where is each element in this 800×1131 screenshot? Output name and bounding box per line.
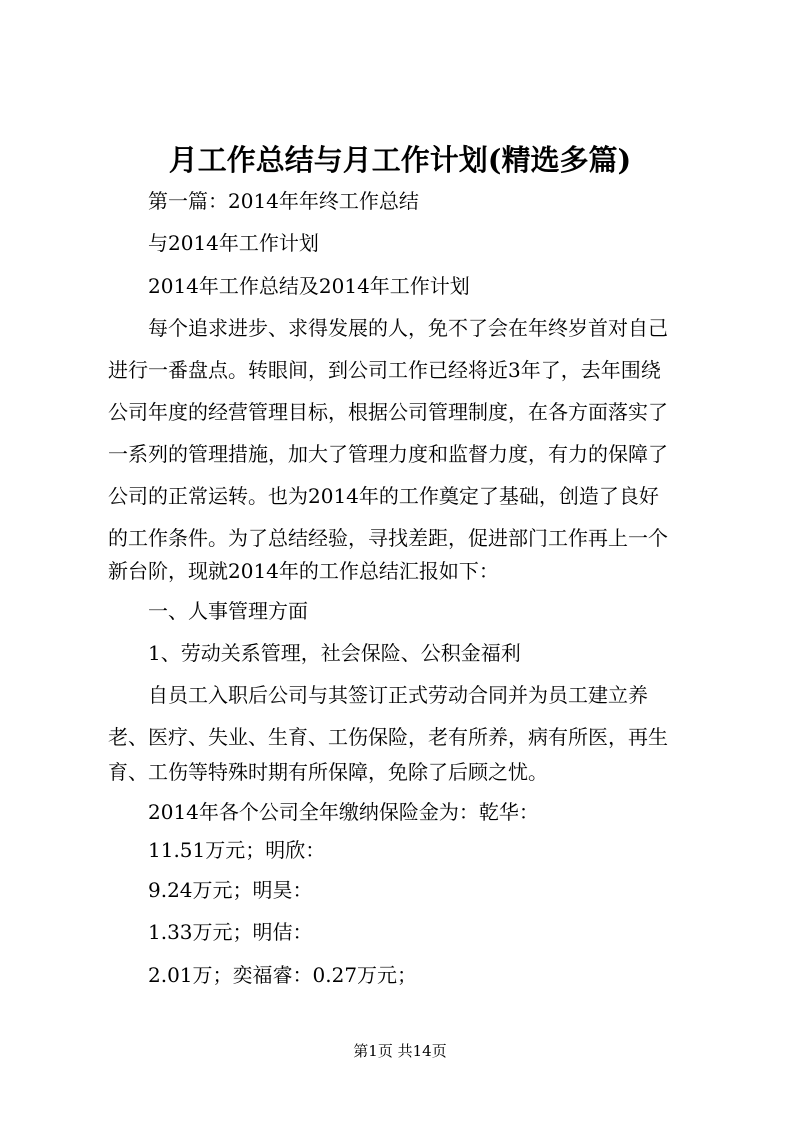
paragraph-line: 自员工入职后公司与其签订正式劳动合同并为员工建立养 (148, 683, 648, 707)
paragraph-line: 2.01万；奕福睿：0.27万元； (148, 963, 418, 987)
document-title: 月工作总结与月工作计划(精选多篇) (168, 143, 632, 177)
paragraph-line: 一系列的管理措施，加大了管理力度和监督力度，有力的保障了 (108, 442, 668, 466)
paragraph-line: 11.51万元；明欣： (148, 838, 326, 862)
paragraph-line: 进行一番盘点。转眼间，到公司工作已经将近3年了，去年围绕 (108, 358, 661, 382)
paragraph-line: 老、医疗、失业、生育、工伤保险，老有所养，病有所医，再生 (108, 725, 668, 749)
subsection-heading: 1、劳动关系管理，社会保险、公积金福利 (148, 641, 521, 665)
paragraph-line: 9.24万元；明昊： (148, 878, 313, 902)
paragraph-line: 2014年各个公司全年缴纳保险金为：乾华： (148, 800, 539, 824)
paragraph-line: 公司的正常运转。也为2014年的工作奠定了基础，创造了良好 (108, 484, 659, 508)
section-subheading: 与2014年工作计划 (148, 231, 319, 255)
paragraph-line: 育、工伤等特殊时期有所保障，免除了后顾之忧。 (108, 760, 548, 784)
section-heading: 第一篇：2014年年终工作总结 (148, 189, 419, 213)
paragraph-line: 的工作条件。为了总结经验，寻找差距，促进部门工作再上一个 (108, 526, 668, 550)
paragraph-line: 公司年度的经营管理目标，根据公司管理制度，在各方面落实了 (108, 400, 668, 424)
paragraph-line: 新台阶，现就2014年的工作总结汇报如下： (108, 559, 499, 583)
page-footer: 第1页 共14页 (353, 1042, 447, 1060)
subtitle: 2014年工作总结及2014年工作计划 (148, 274, 470, 298)
paragraph-line: 1.33万元；明佶： (148, 920, 313, 944)
section-heading: 一、人事管理方面 (148, 599, 308, 623)
paragraph-line: 每个追求进步、求得发展的人，免不了会在年终岁首对自己 (148, 316, 668, 340)
